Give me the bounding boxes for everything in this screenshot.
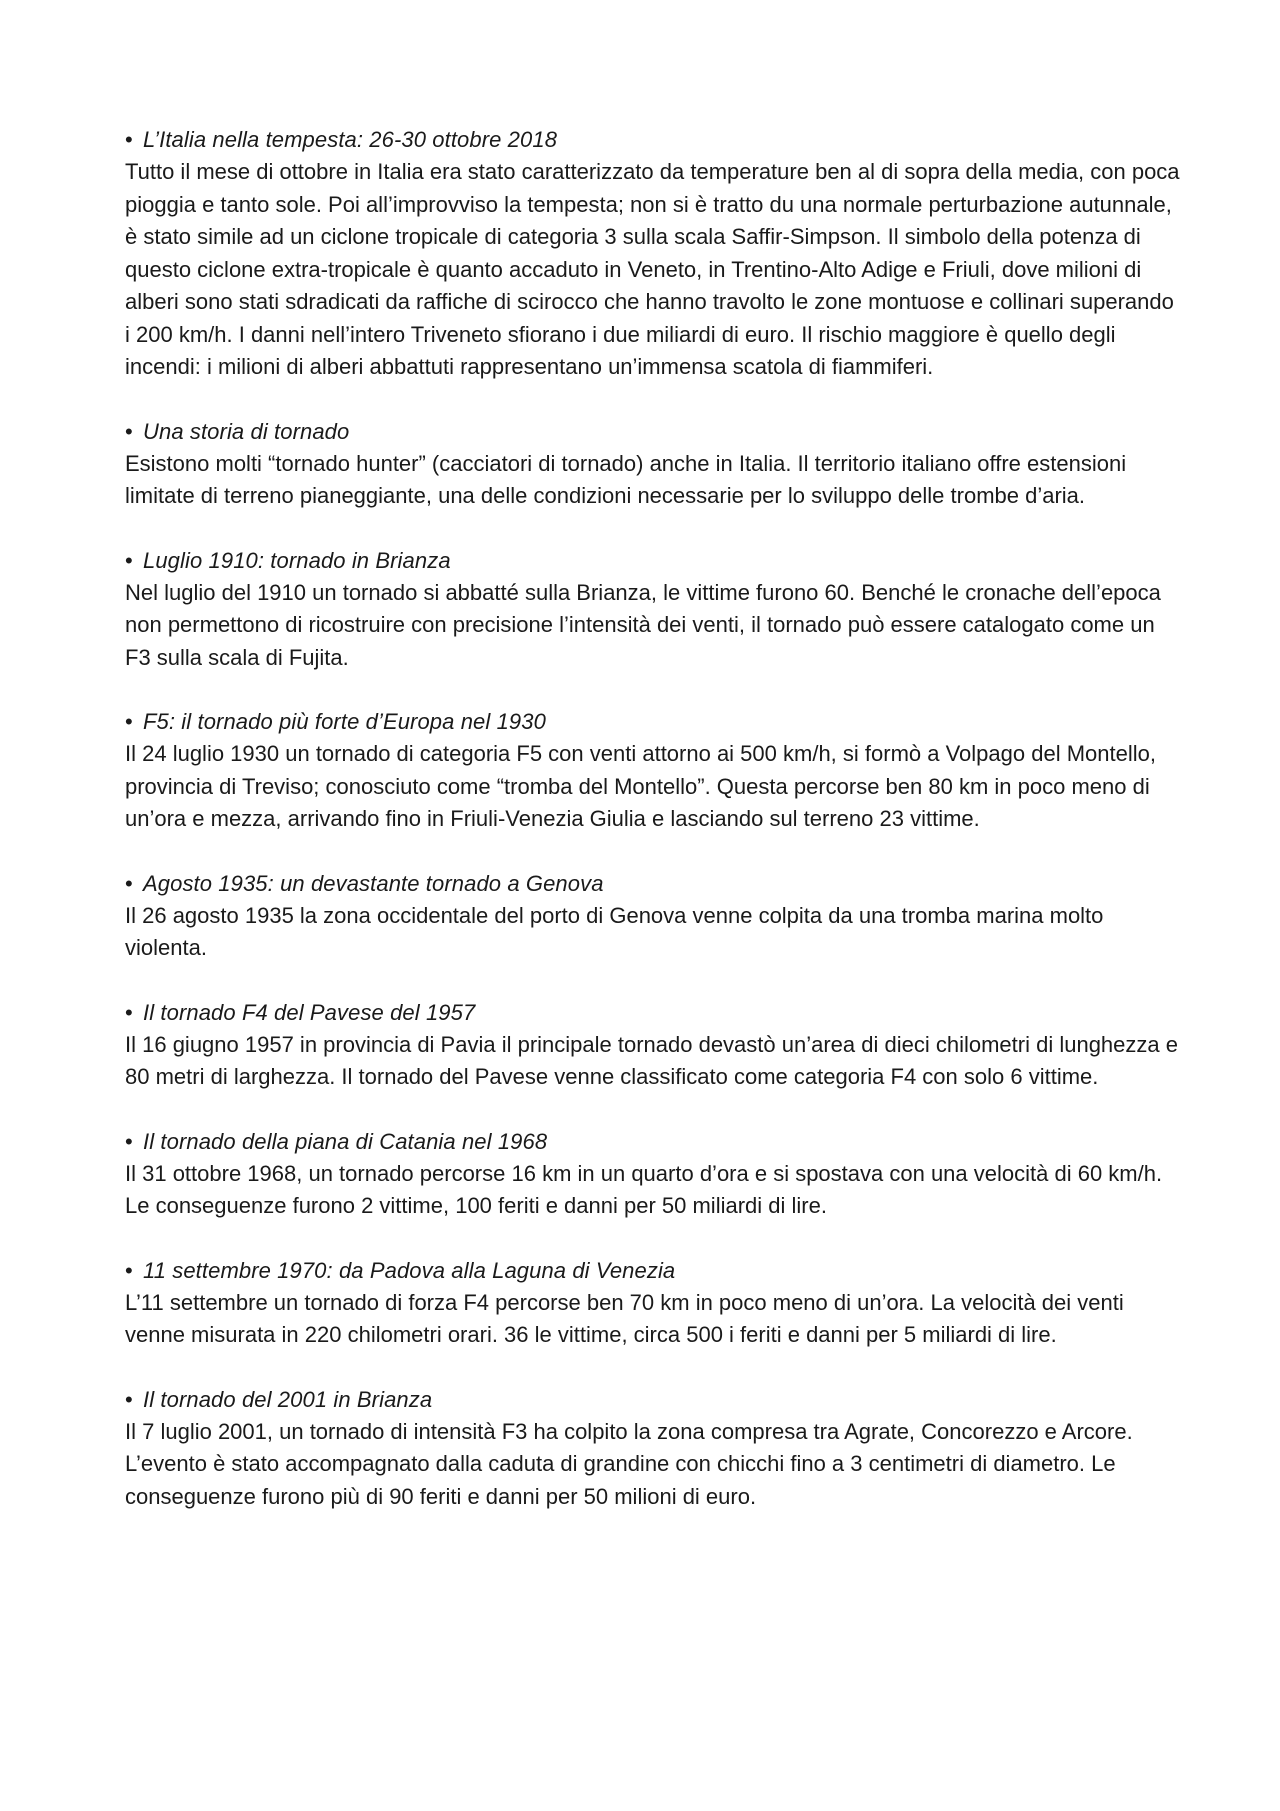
section-heading: • Il tornado della piana di Catania nel 1968 (125, 1126, 1180, 1158)
section-luglio-1910 (125, 545, 1180, 675)
bullet-icon: • (125, 127, 133, 152)
section-body: Il 31 ottobre 1968, un tornado percorse 16 km in un quarto d’ora e si spostava con una velocità di 60 km/h. Le conseguenze furono 2 vittime, 100 feriti e danni per 50 miliardi di lire. (125, 1160, 1163, 1218)
bullet-icon: • (125, 547, 133, 573)
section-heading: • Il tornado del 2001 in Brianza (125, 1384, 1180, 1416)
bullet-icon: • (125, 1257, 133, 1283)
section-heading: • 11 settembre 1970: da Padova alla Laguna di Venezia (125, 1255, 1180, 1287)
section-heading: • Il tornado F4 del Pavese del 1957 (125, 997, 1180, 1029)
bullet-icon: • (125, 709, 133, 734)
section-f5-1930 (125, 706, 1180, 836)
section-padova-1970 (125, 1255, 1180, 1352)
section-heading: • Una storia di tornado (125, 416, 1180, 448)
section-storia-tornado (125, 416, 1180, 513)
section-pavese-1957 (125, 997, 1180, 1094)
section-agosto-1935 (125, 868, 1180, 965)
document-page (125, 124, 1180, 1545)
bullet-icon: • (125, 1128, 133, 1154)
section-body: Il 16 giugno 1957 in provincia di Pavia il principale tornado devastò un’area di dieci chilometri di lunghezza e 80 metri di larghezza. Il tornado del Pavese venne classificato come categoria F4 con solo 6 vittime. (125, 1031, 1178, 1089)
section-heading: • Luglio 1910: tornado in Brianza (125, 545, 1180, 577)
bullet-icon: • (125, 418, 133, 444)
section-body: Nel luglio del 1910 un tornado si abbatté sulla Brianza, le vittime furono 60. Benché le cronache dell’epoca non permettono di ricostruire con precisione l’intensità dei venti, il tornado può essere catalogato come un F3 sulla scala di Fujita. (125, 579, 1161, 670)
bullet-icon: • (125, 870, 133, 896)
section-italia-tempesta (125, 124, 1180, 384)
section-body: Il 24 luglio 1930 un tornado di categoria F5 con venti attorno ai 500 km/h, si formò a Volpago del Montello, provincia di Treviso; conosciuto come “tromba del Montello”. Questa percorse ben 80 km in poco meno di un’ora e mezza, arrivando fino in Friuli-Venezia Giulia e lasciando sul terreno 23 vittime. (125, 741, 1156, 831)
bullet-icon: • (125, 1386, 133, 1412)
section-body: Tutto il mese di ottobre in Italia era stato caratterizzato da temperature ben al di sopra della media, con poca pioggia e tanto sole. Poi all’improvviso la tempesta; non si è tratto du una normale perturbazione autunnale, è stato simile ad un ciclone tropicale di categoria 3 sulla scala Saffir-Simpson. Il simbolo della potenza di questo ciclone extra-tropicale è quanto accaduto in Veneto, in Trentino-Alto Adige e Friuli, dove milioni di alberi sono stati sdradicati da raffiche di scirocco che hanno travolto le zone montuose e collinari superando i 200 km/h. I danni nell’intero Triveneto sfiorano i due miliardi di euro. Il rischio maggiore è quello degli incendi: i milioni di alberi abbattuti rappresentano un’immensa scatola di fiammiferi. (125, 159, 1180, 379)
section-body: Il 26 agosto 1935 la zona occidentale del porto di Genova venne colpita da una tromba marina molto violenta. (125, 902, 1104, 960)
section-brianza-2001 (125, 1384, 1180, 1514)
section-body: Il 7 luglio 2001, un tornado di intensità F3 ha colpito la zona compresa tra Agrate, Concorezzo e Arcore. L’evento è stato accompagnato dalla caduta di grandine con chicchi fino a 3 centimetri di diametro. Le conseguenze furono più di 90 feriti e danni per 50 milioni di euro. (125, 1418, 1133, 1509)
section-heading: • L’Italia nella tempesta: 26-30 ottobre 2018 (125, 124, 1180, 156)
section-body: Esistono molti “tornado hunter” (cacciatori di tornado) anche in Italia. Il territorio italiano offre estensioni limitate di terreno pianeggiante, una delle condizioni necessarie per lo sviluppo delle trombe d’aria. (125, 450, 1127, 508)
section-heading: • Agosto 1935: un devastante tornado a Genova (125, 868, 1180, 900)
section-heading: • F5: il tornado più forte d’Europa nel 1930 (125, 706, 1180, 738)
section-body: L’11 settembre un tornado di forza F4 percorse ben 70 km in poco meno di un’ora. La velocità dei venti venne misurata in 220 chilometri orari. 36 le vittime, circa 500 i feriti e danni per 5 miliardi di lire. (125, 1289, 1124, 1347)
bullet-icon: • (125, 999, 133, 1025)
section-catania-1968 (125, 1126, 1180, 1223)
